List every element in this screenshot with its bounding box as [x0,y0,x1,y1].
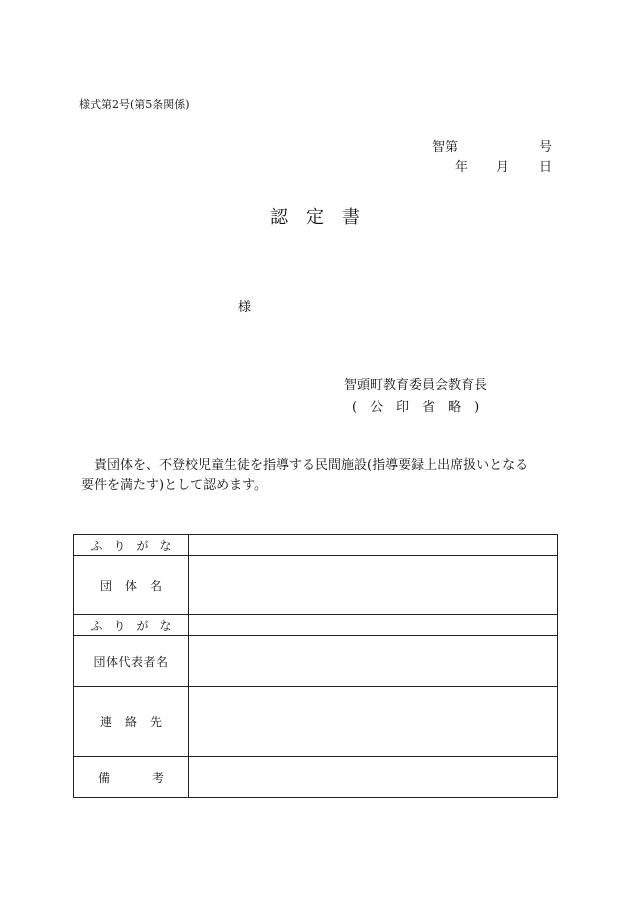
furigana-label: ふりがな [74,615,189,636]
doc-number-suffix: 号 [538,140,552,155]
recipient-honorific: 様 [238,300,252,315]
form-number: 様式第2号(第5条関係) [79,98,190,111]
seal-omitted-note: (公印省略) [352,400,493,415]
document-title: 認定書 [270,207,378,228]
representative-name-label: 団体代表者名 [74,636,189,687]
certification-body [81,456,561,496]
table-row [74,556,558,615]
table-row [74,636,558,687]
issuer-name: 智頭町教育委員会教育長 [344,378,488,393]
remarks-value [189,757,558,798]
contact-label: 連絡先 [74,687,189,757]
body-line-2: 要件を満たす)として認めます。 [81,478,268,493]
representative-name-value [189,636,558,687]
furigana-label: ふりがな [74,535,189,556]
table-row [74,535,558,556]
organization-name-label: 団体名 [74,556,189,615]
date-month-label: 月 [496,160,510,175]
doc-number-prefix: 智第 [432,140,459,155]
body-line-1: 貴団体を、不登校児童生徒を指導する民間施設(指導要録上出席扱いとなる [94,458,529,473]
remarks-label-char-2: 考 [152,770,165,785]
remarks-label-char-1: 備 [97,770,110,785]
remarks-label [74,757,189,798]
organization-info-table [73,534,558,798]
furigana-value [189,615,558,636]
table-row [74,757,558,798]
furigana-value [189,535,558,556]
date-day-label: 日 [538,160,552,175]
organization-name-value [189,556,558,615]
contact-value [189,687,558,757]
table-row [74,615,558,636]
date-year-label: 年 [455,160,469,175]
table-row [74,687,558,757]
